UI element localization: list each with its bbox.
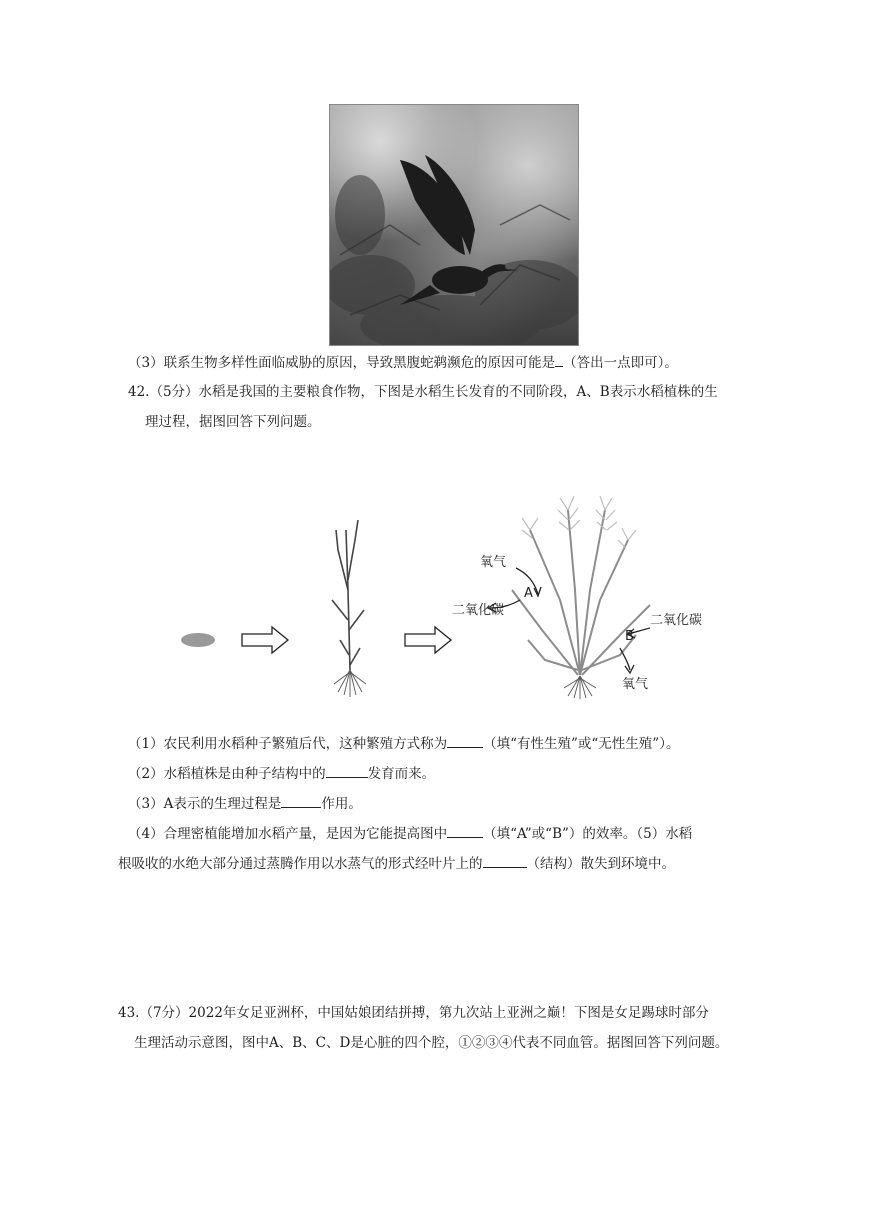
q41-sub3-blank[interactable] [555, 352, 563, 367]
rice-seed-icon [181, 633, 215, 647]
q42-sub1-line [128, 733, 679, 754]
q42-sub1-text: （1）农民利用水稻种子繁殖后代，这种繁殖方式称为 [128, 736, 448, 752]
q42-heading: 42.（5分）水稻是我国的主要粮食作物，下图是水稻生长发育的不同阶段，A、B表示水稻植株的生 [128, 384, 718, 400]
q42-sub5-blank[interactable] [483, 853, 527, 868]
rice-seedling-icon [332, 520, 366, 697]
rice-growth-diagram [150, 470, 730, 720]
q42-sub4-blank[interactable] [447, 823, 483, 838]
label-co2-left: 二氧化碳 [452, 603, 505, 618]
q42-sub4-line [128, 823, 692, 844]
q42-sub3-blank[interactable] [281, 793, 321, 808]
q42-sub1-blank[interactable] [447, 733, 483, 748]
q42-sub5-tail: （结构）散失到环境中。 [526, 856, 675, 872]
q42-sub2-tail: 发育而来。 [367, 766, 436, 782]
label-a: A [524, 586, 533, 601]
growth-arrow-1-icon [242, 627, 288, 653]
q42-heading-cont: 理过程，据图回答下列问题。 [145, 414, 321, 430]
q43-heading: 43.（7分）2022年女足亚洲杯，中国姑娘团结拼搏，第九次站上亚洲之巅！下图是女足踢球时部分 [118, 1005, 709, 1021]
q42-sub5-line [118, 853, 675, 874]
bird-photo [329, 104, 579, 346]
q41-sub3-line [128, 352, 678, 373]
q42-sub2-text: （2）水稻植株是由种子结构中的 [128, 766, 326, 782]
growth-arrow-2-icon [405, 627, 451, 653]
label-oxygen-top: 氧气 [480, 555, 507, 570]
label-oxygen-bottom: 氧气 [622, 677, 649, 692]
q42-sub4-text: （4）合理密植能增加水稻产量，是因为它能提高图中 [128, 826, 448, 842]
q42-sub3-tail: 作用。 [321, 796, 362, 812]
q42-sub5-text: 根吸收的水绝大部分通过蒸腾作用以水蒸气的形式经叶片上的 [118, 856, 483, 872]
label-co2-right: 二氧化碳 [650, 613, 703, 628]
label-b: B [625, 629, 634, 644]
q41-sub3-tail: （答出一点即可）。 [563, 355, 678, 371]
q42-sub3-line [128, 793, 362, 814]
bird-silhouette-icon [330, 105, 578, 345]
q42-sub2-line [128, 763, 435, 784]
q42-sub1-tail: （填“有性生殖”或“无性生殖”）。 [483, 736, 680, 752]
q41-sub3-text: （3）联系生物多样性面临威胁的原因，导致黑腹蛇鹈濒危的原因可能是 [128, 355, 556, 371]
q42-sub3-text: （3）A表示的生理过程是 [128, 796, 282, 812]
q42-sub2-blank[interactable] [326, 763, 368, 778]
q42-sub4-tail: （填“A”或“B”）的效率。（5）水稻 [483, 826, 693, 842]
q43-heading-cont: 生理活动示意图，图中A、B、C、D是心脏的四个腔，①②③④代表不同血管。据图回答下列问题。 [134, 1035, 729, 1051]
